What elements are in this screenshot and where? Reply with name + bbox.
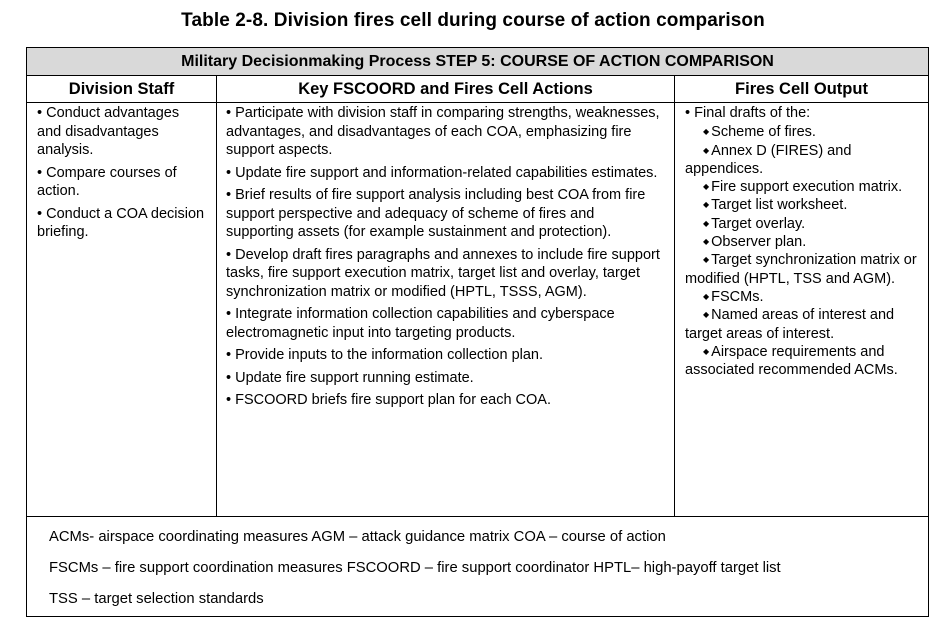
list-item: ◆ Airspace requirements and associated recommended ACMs. (685, 343, 923, 380)
list-item: ◆ FSCMs. (685, 288, 923, 306)
list-item: • Conduct advantages and disadvantages analysis. (37, 104, 207, 160)
list-item: • Conduct a COA decision briefing. (37, 205, 207, 242)
table-title: Table 2-8. Division fires cell during course of action comparison (181, 10, 765, 31)
list-item: • Participate with division staff in comparing strengths, weaknesses, advantages, and disadvantages of each COA, emphasizing fire support aspects. (226, 104, 666, 160)
output-cell (685, 104, 923, 379)
course-of-action-table (26, 47, 929, 617)
list-item: • Brief results of fire support analysis including best COA from fire support perspective and adequacy of scheme of fires and supporting assets (for example sustainment and protection). (226, 186, 666, 242)
list-item: ◆ Named areas of interest and target areas of interest. (685, 306, 923, 343)
list-item: ◆ Scheme of fires. (685, 123, 923, 141)
legend-line: TSS – target selection standards (49, 591, 264, 607)
col-header-output: Fires Cell Output (675, 76, 928, 103)
list-item: ◆ Target overlay. (685, 215, 923, 233)
actions-cell (226, 104, 666, 414)
list-item: ◆ Target list worksheet. (685, 196, 923, 214)
phase-header: Military Decisionmaking Process STEP 5: COURSE OF ACTION COMPARISON (27, 48, 928, 76)
list-item: ◆ Annex D (FIRES) and appendices. (685, 142, 923, 179)
col-header-actions: Key FSCOORD and Fires Cell Actions (217, 76, 674, 103)
legend-divider (27, 516, 928, 517)
list-item: • Update fire support and information-related capabilities estimates. (226, 164, 666, 183)
col-header-division-staff: Division Staff (27, 76, 216, 103)
list-item: • Develop draft fires paragraphs and annexes to include fire support tasks, fire support execution matrix, target list and overlay, target synchronization matrix or modified (HPTL, TSSS, AGM). (226, 246, 666, 302)
list-item: ◆ Observer plan. (685, 233, 923, 251)
column-divider (674, 76, 675, 516)
list-item: • Integrate information collection capabilities and cyberspace electromagnetic input into targeting products. (226, 305, 666, 342)
list-item: • Final drafts of the: (685, 104, 923, 122)
list-item: • FSCOORD briefs fire support plan for each COA. (226, 391, 666, 410)
column-divider (216, 76, 217, 516)
list-item: ◆ Fire support execution matrix. (685, 178, 923, 196)
list-item: • Compare courses of action. (37, 164, 207, 201)
list-item: • Provide inputs to the information collection plan. (226, 346, 666, 365)
list-item: • Update fire support running estimate. (226, 369, 666, 388)
legend-line: FSCMs – fire support coordination measures FSCOORD – fire support coordinator HPTL– high-payoff target list (49, 560, 781, 576)
legend-line: ACMs- airspace coordinating measures AGM – attack guidance matrix COA – course of action (49, 529, 666, 545)
division-staff-cell (37, 104, 207, 246)
list-item: ◆ Target synchronization matrix or modified (HPTL, TSS and AGM). (685, 251, 923, 288)
